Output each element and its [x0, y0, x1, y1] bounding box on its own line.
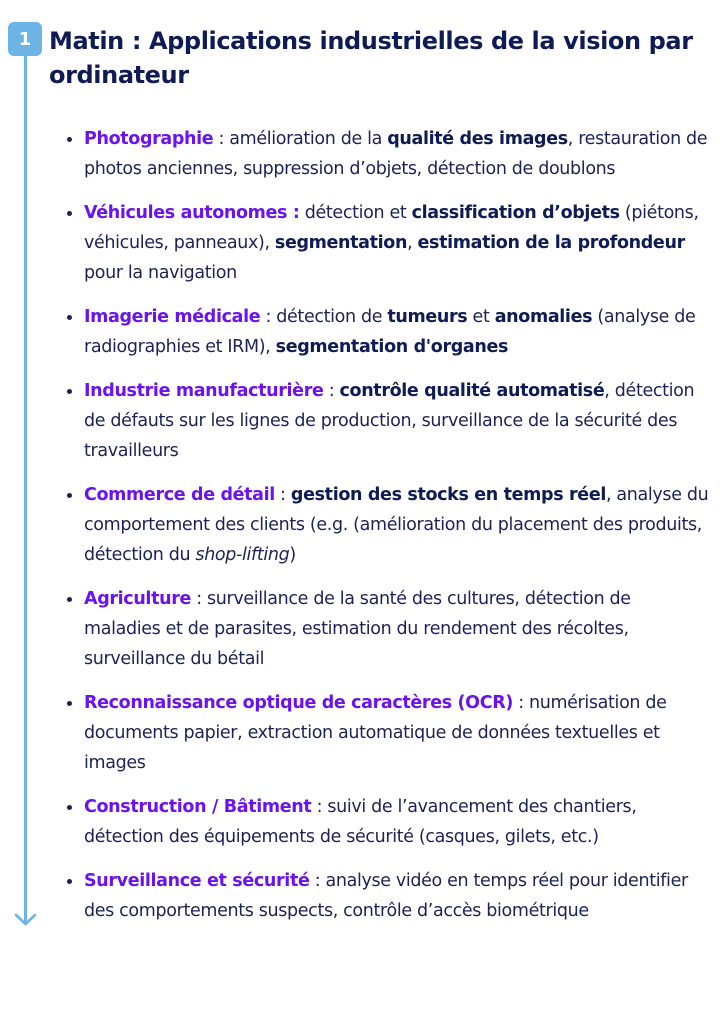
highlight-term: tumeurs	[387, 307, 468, 327]
list-item	[64, 792, 710, 852]
item-description: )	[289, 545, 296, 565]
highlight-term: classification d’objets	[411, 203, 620, 223]
item-description: , analyse du comportement des clients (e.g. (amélioration du placement des produits, détection du	[84, 485, 709, 565]
list-item	[64, 584, 710, 674]
item-description: , détection de défauts sur les lignes de production, surveillance de la sécurité des travailleurs	[84, 381, 695, 461]
item-description: : numérisation de documents papier, extraction automatique de données textuelles et images	[84, 693, 667, 773]
item-category: Commerce de détail	[84, 485, 275, 505]
highlight-term: estimation de la profondeur	[417, 233, 685, 253]
highlight-term: gestion des stocks en temps réel	[290, 485, 606, 505]
item-description: ,	[407, 233, 418, 253]
item-category: Surveillance et sécurité	[84, 871, 310, 891]
item-description: (analyse de radiographies et IRM),	[84, 307, 696, 357]
item-description: détection et	[299, 203, 412, 223]
item-description: (piétons, véhicules, panneaux),	[84, 203, 699, 253]
item-description: : surveillance de la santé des cultures, détection de maladies et de parasites, estimation du rendement des récoltes, surveillance du bétail	[84, 589, 631, 669]
item-description: : analyse vidéo en temps réel pour identifier des comportements suspects, contrôle d’accès biométrique	[84, 871, 688, 921]
item-category: Photographie	[84, 129, 214, 149]
highlight-term: qualité des images	[387, 129, 568, 149]
highlight-term: segmentation d'organes	[275, 337, 509, 357]
step-number-badge: 1	[8, 22, 42, 56]
list-item	[64, 198, 710, 288]
item-description: , restauration de photos anciennes, suppression d’objets, détection de doublons	[84, 129, 708, 179]
item-category: Industrie manufacturière	[84, 381, 324, 401]
item-category: Construction / Bâtiment	[84, 797, 312, 817]
item-description: pour la navigation	[84, 263, 237, 283]
timeline-line	[24, 56, 27, 922]
list-item	[64, 480, 710, 570]
highlight-term: anomalies	[494, 307, 593, 327]
list-item	[64, 376, 710, 466]
item-category: Agriculture	[84, 589, 192, 609]
item-description: et	[467, 307, 495, 327]
item-description: :	[274, 485, 291, 505]
list-item	[64, 302, 710, 362]
item-description: : détection de	[260, 307, 388, 327]
item-category: Véhicules autonomes :	[84, 203, 300, 223]
highlight-term: contrôle qualité automatisé	[339, 381, 605, 401]
list-item	[64, 866, 710, 926]
chevron-down-icon	[14, 912, 37, 928]
list-item	[64, 124, 710, 184]
item-description: :	[323, 381, 340, 401]
highlight-term: segmentation	[274, 233, 408, 253]
section-title: Matin : Applications industrielles de la vision par ordinateur	[49, 27, 693, 89]
application-list	[64, 124, 710, 940]
emphasis-text: shop-lifting	[195, 545, 290, 565]
item-category: Reconnaissance optique de caractères (OCR)	[84, 693, 513, 713]
item-description: : suivi de l’avancement des chantiers, détection des équipements de sécurité (casques, gilets, etc.)	[84, 797, 637, 847]
item-category: Imagerie médicale	[84, 307, 261, 327]
list-item	[64, 688, 710, 778]
item-description: : amélioration de la	[213, 129, 388, 149]
